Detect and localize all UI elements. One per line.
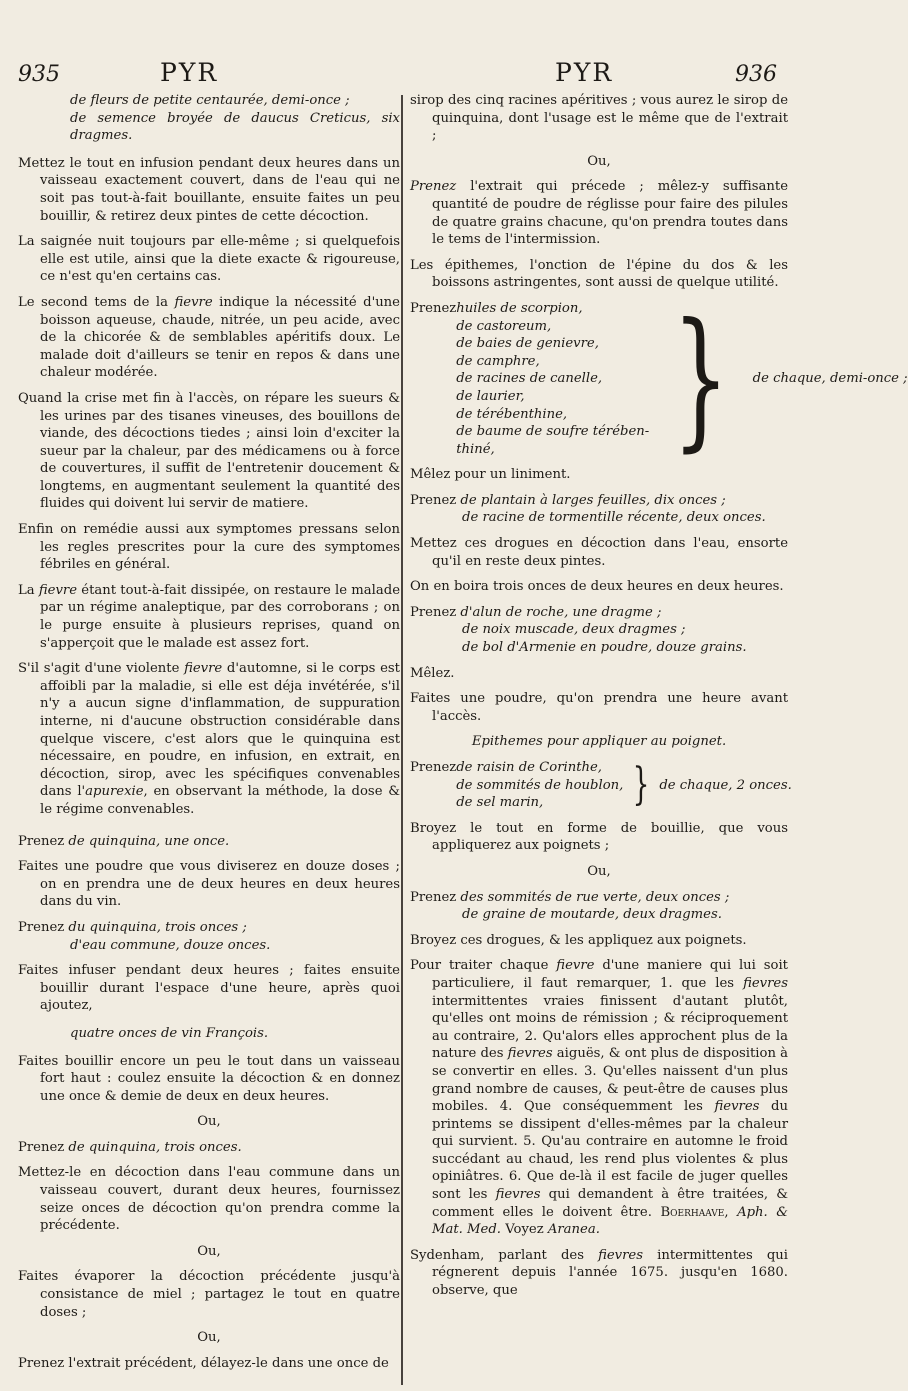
text-run: Prenez [18, 1139, 69, 1155]
ingredient-line: de térébenthine, [456, 406, 568, 422]
recipe [18, 833, 400, 851]
text-run: Prenez [410, 604, 461, 620]
left-column [18, 92, 400, 1380]
or-separator: Ou, [197, 1243, 221, 1259]
text-run: Aph. & Mat. Med. [432, 1204, 788, 1238]
text-line: d'eau commune, douze onces. [70, 937, 271, 953]
text-run: , [724, 1204, 738, 1220]
text-run: de chaque, demi-once ; [752, 371, 908, 387]
text-run: de chaque, 2 onces. [659, 777, 792, 793]
or-separator: Ou, [197, 1114, 221, 1130]
text-run: Le second tems de la [18, 294, 175, 310]
ingredient-line: de baume de soufre térében- [456, 424, 650, 440]
recipe-block [410, 759, 792, 812]
paragraph: Broyez le tout en forme de bouillie, que vous appliquerez aux poignets ; [410, 820, 788, 854]
text-run: Prenez [410, 889, 461, 905]
text-run: fievres [507, 1046, 553, 1062]
paragraph [410, 957, 788, 1239]
text-run: de quinquina, une once. [68, 833, 230, 849]
text-line: de bol d'Armenie en poudre, douze grains. [462, 640, 747, 656]
running-head-right: PYR [555, 58, 614, 87]
ingredient-line: thiné, [456, 441, 495, 457]
paragraph: Les épithemes, l'onction de l'épine du dos & les boissons astringentes, sont aussi de quelque utilité. [410, 257, 788, 291]
text-run: d'alun de roche, une dragme ; [460, 604, 662, 620]
text-run: fievres [743, 975, 788, 991]
paragraph: Faites une poudre que vous diviserez en douze doses ; on en prendra une de deux heures en deux heures dans du vin. [18, 859, 400, 910]
text-run: d'automne, si le corps est affoibli par la maladie, si elle est déja invétérée, s'il n'y a aucun signe d'inflammation, de suppuration interne, ni d'aucune obstruction considérable dans quelque viscere, c'est alors que le quinquina est nécessaire, en poudre, en infusion, en extrait, en décoction, sirop, avec les spécifiques convenables dans l' [40, 661, 400, 800]
text-run: Prenez [410, 300, 457, 316]
paragraph: Mettez ces drogues en décoction dans l'eau, ensorte qu'il en reste deux pintes. [410, 536, 788, 569]
ingredient-line: de castoreum, [456, 318, 552, 334]
paragraph: Mêlez. [410, 665, 455, 681]
ingredient-line: de sel marin, [456, 795, 544, 811]
text-run: intermittentes qui régnerent depuis l'année 1675. jusqu'en 1680. observe, que [432, 1247, 788, 1299]
text-run: apurexie [85, 784, 144, 800]
text-run: Voyez [501, 1222, 548, 1238]
text-run: fievres [598, 1247, 644, 1263]
paragraph [410, 178, 788, 248]
text-run: d'une maniere qui lui soit particuliere, il faut remarquer, 1. que les [432, 958, 788, 991]
text-line: de graine de moutarde, deux dragmes. [462, 907, 722, 923]
ingredient-line: de sommités de houblon, [456, 777, 624, 793]
text-run: Prenez [410, 179, 457, 195]
text-run: Prenez [410, 760, 457, 775]
text-run: Aranea. [547, 1222, 600, 1238]
paragraph [18, 660, 400, 818]
ingredient-line: de raisin de Corinthe, [456, 760, 602, 775]
ingredient-line: huiles de scorpion, [456, 300, 583, 316]
paragraph [410, 1247, 788, 1300]
paragraph: On en boira trois onces de deux heures en deux heures. [410, 579, 784, 595]
text-run: indique la nécessité d'une boisson aqueuse, chaude, nitrée, un peu acide, avec de la chicorée & de semblables apéritifs doux. Le malade doit d'ailleurs se tenir en repos & dans une chaleur modérée. [40, 294, 400, 381]
ingredient-line: de baies de genievre, [456, 336, 599, 352]
paragraph: La saignée nuit toujours par elle-même ; si quelquefois elle est utile, ainsi que la diete exacte & rigoureuse, ce n'est qu'en certains cas. [18, 234, 400, 285]
brace: } [632, 759, 650, 811]
section-heading: Epithemes pour appliquer au poignet. [471, 734, 727, 750]
text-run: du printems se dissipent d'elles-mêmes par la chaleur qui survient. 5. Qu'au contraire en automne le froid succédant au chaud, les rend plus violentes & plus opiniâtres. 6. Que de-là il est facile de juger quelles sont les [432, 1099, 788, 1203]
text-run: Prenez [18, 833, 69, 849]
text-run: fievres [495, 1187, 541, 1203]
paragraph: Mettez-le en décoction dans l'eau commune dans un vaisseau couvert, durant deux heures, fournissez seize onces de décoction qu'on prendra comme la précédente. [18, 1165, 400, 1234]
text-run: intermittentes vraies finissent d'autant plutôt, qu'elles ont moins de rémission ; & réciproquement au contraire, 2. Qu'alors elles approchent plus de la nature des [432, 993, 788, 1062]
ingredient-line: de camphre, [456, 353, 540, 369]
ingredient-list [456, 300, 649, 458]
text-run: Pour traiter chaque [410, 958, 557, 974]
recipe [410, 604, 788, 622]
paragraph: Faites bouillir encore un peu le tout dans un vaisseau fort haut : coulez ensuite la décoction & en donnez une once & demie de deux en deux heures. [18, 1053, 400, 1104]
text-run: Prenez [410, 492, 461, 508]
text-line: quatre onces de vin François. [70, 1025, 269, 1041]
paragraph: Broyez ces drogues, & les appliquez aux poignets. [410, 932, 747, 948]
or-separator: Ou, [197, 1330, 221, 1346]
page-number-left: 935 [18, 62, 60, 87]
right-column [410, 92, 908, 1308]
text-line: de fleurs de petite centaurée, demi-once ; [70, 93, 350, 108]
text-run: des sommités de rue verte, deux onces ; [460, 889, 730, 905]
recipe-block [410, 292, 908, 467]
text-run: Sydenham, parlant des [410, 1247, 599, 1263]
paragraph: Mettez le tout en infusion pendant deux heures dans un vaisseau exactement couvert, dans de l'eau qui ne soit pas tout-à-fait bouillante, ensuite faites un peu bouillir, & retirez deux pintes de cette décoction. [18, 155, 400, 224]
paragraph [18, 294, 400, 382]
text-run: l'extrait qui précede ; mêlez-y suffisante quantité de poudre de réglisse pour faire des pilules de quatre grains chacune, qu'on prendra toutes dans le tems de l'intermission. [432, 179, 788, 248]
text-run: fievres [714, 1099, 760, 1115]
text-run: Prenez [18, 919, 69, 935]
paragraph: Quand la crise met fin à l'accès, on répare les sueurs & les urines par des tisanes vineuses, des bouillons de viande, des décoctions tiedes ; ainsi loin d'exciter la sueur par la chaleur, par des médicamens ou à force de couvertures, il suffit de l'entretenir doucement & longtems, en augmentant seulement la quantité des fluides qui doivent lui servir de matiere. [18, 390, 400, 512]
paragraph: Faites évaporer la décoction précédente jusqu'à consistance de miel ; partagez le tout en quatre doses ; [18, 1269, 400, 1320]
text-run: S'il s'agit d'une violente [18, 661, 185, 677]
recipe [18, 1139, 400, 1157]
text-run: de plantain à larges feuilles, dix onces ; [460, 492, 726, 508]
text-run: Boerhaave [660, 1204, 725, 1220]
paragraph: Enfin on remédie aussi aux symptomes pressans selon les regles prescrites pour la cure des symptomes fébriles en général. [18, 522, 400, 573]
paragraph: Faites une poudre, qu'on prendra une heure avant l'accès. [410, 691, 788, 724]
text-run: fievre [174, 294, 213, 310]
paragraph: sirop des cinq racines apéritives ; vous aurez le sirop de quinquina, dont l'usage est le même que de l'extrait ; [410, 93, 788, 144]
recipe [410, 889, 788, 907]
paragraph [18, 582, 400, 652]
ingredient-list [456, 759, 623, 812]
recipe [18, 919, 400, 937]
text-run: qui demandent à être traitées, & comment elles le doivent être. [432, 1187, 788, 1220]
text-line: de noix muscade, deux dragmes ; [462, 622, 686, 638]
page-number-right: 936 [735, 62, 777, 87]
text-run: du quinquina, trois onces ; [68, 919, 247, 935]
text-run: de quinquina, trois onces. [68, 1139, 242, 1155]
or-separator: Ou, [587, 153, 611, 169]
recipe [410, 492, 788, 510]
text-run: La [18, 582, 39, 598]
paragraph: Prenez l'extrait précédent, délayez-le dans une once de [18, 1355, 389, 1371]
text-run: fievre [556, 958, 595, 974]
paragraph: Faites infuser pendant deux heures ; faites ensuite bouillir durant l'espace d'une heure, après quoi ajoutez, [18, 963, 400, 1014]
text-line: de racine de tormentille récente, deux onces. [462, 510, 766, 526]
text-run: étant tout-à-fait dissipée, on restaure le malade par un régime analeptique, par des corroborans ; on le purge ensuite à plusieurs reprises, quand on s'apperçoit que le malade est assez fort. [40, 582, 400, 651]
running-head-left: PYR [160, 58, 219, 87]
text-run: , en observant la méthode, la dose & le régime convenables. [40, 784, 400, 817]
text-line: de semence broyée de daucus Creticus, six dragmes. [70, 110, 400, 144]
paragraph: Mêlez pour un liniment. [410, 467, 571, 483]
or-separator: Ou, [587, 863, 611, 879]
text-run: aiguës, & ont plus de disposition à se convertir en elles. 3. Qu'elles naissent d'un plus grand nombre de causes, & peut-être de causes plus mobiles. 4. Que conséquemment les [432, 1046, 788, 1115]
brace: } [672, 292, 730, 467]
text-run: fievre [38, 582, 78, 598]
text-run: fievre [184, 661, 223, 677]
column-divider [401, 95, 403, 1385]
ingredient-line: de racines de canelle, [456, 371, 603, 387]
ingredient-line: de laurier, [456, 388, 525, 404]
